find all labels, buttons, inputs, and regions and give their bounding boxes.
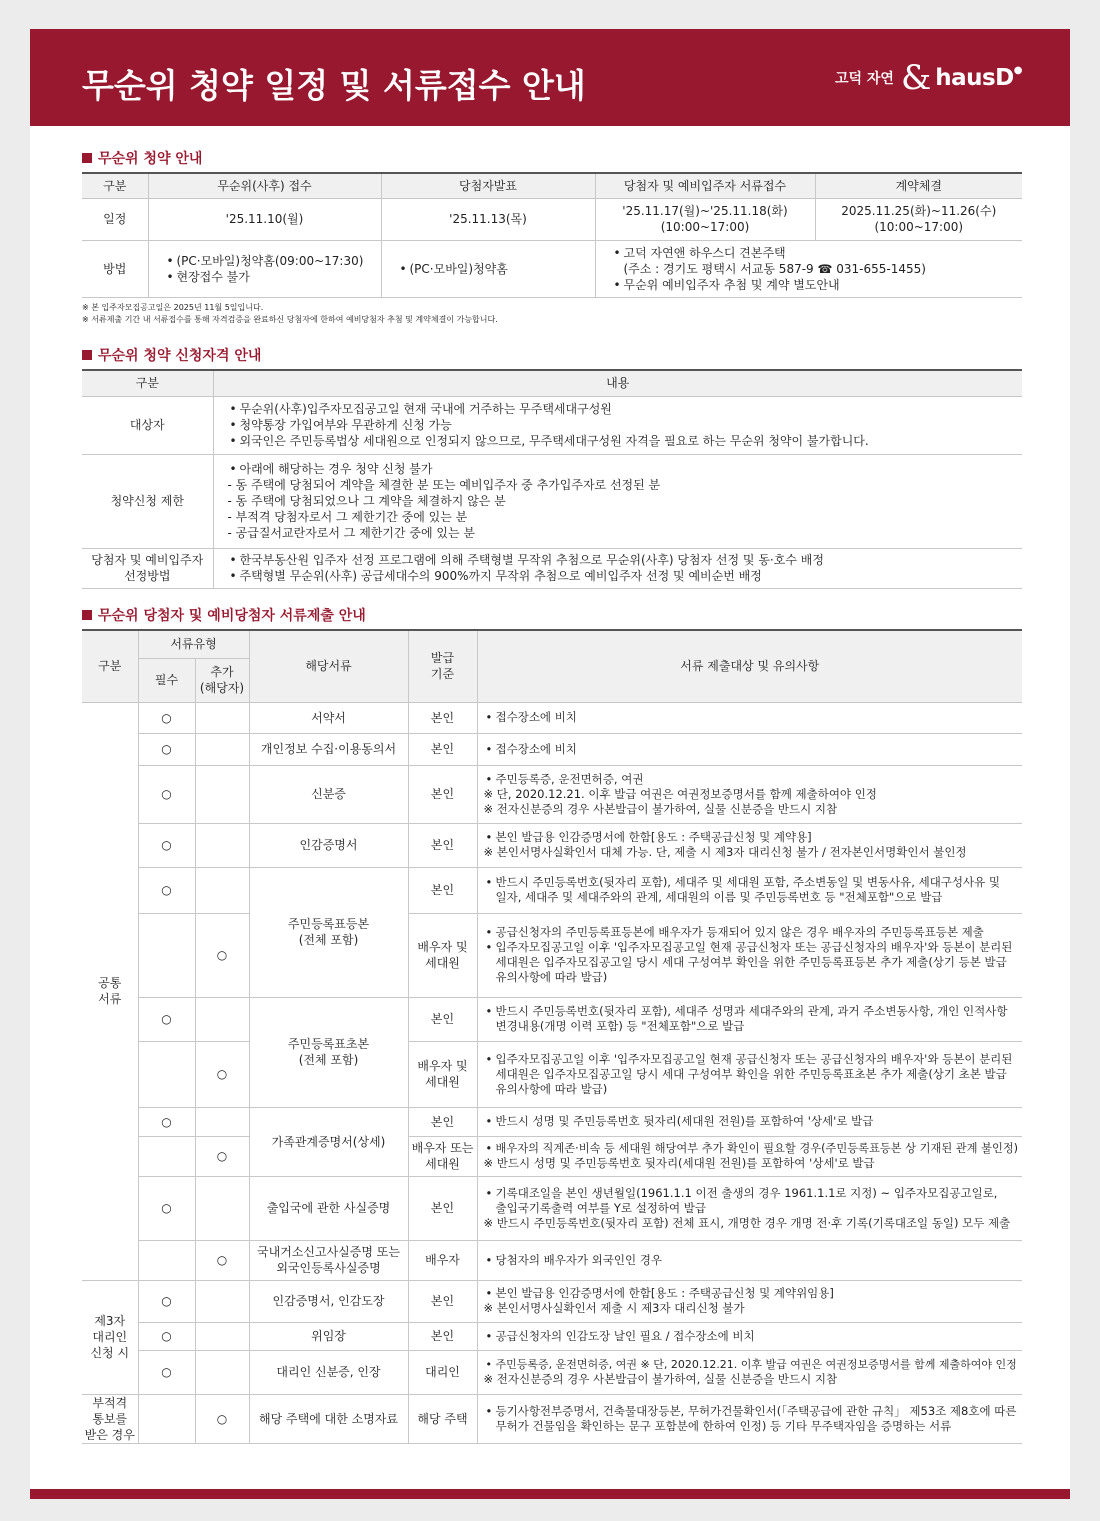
required-mark: ○ bbox=[138, 1350, 195, 1394]
table-row bbox=[82, 997, 1022, 1041]
bullet-item: • 청약통장 가입여부와 무관하게 신청 가능 bbox=[228, 417, 1019, 433]
group-label-text: 신청 시 bbox=[90, 1346, 130, 1360]
section-eligibility bbox=[82, 345, 1022, 589]
required-mark bbox=[138, 1240, 195, 1280]
extra-mark: ○ bbox=[195, 913, 249, 997]
bullet-item: • 주민등록증, 운전면허증, 여권 bbox=[484, 772, 1019, 787]
table-row bbox=[82, 1240, 1022, 1280]
header-cell: 서류유형 bbox=[138, 630, 249, 658]
bullet-item: • 당첨자의 배우자가 외국인인 경우 bbox=[484, 1253, 1019, 1268]
issue-basis-text: 본인 bbox=[430, 710, 455, 725]
table-row bbox=[82, 240, 1022, 297]
bullet-item: • 반드시 주민등록번호(뒷자리 포함), 세대주 성명과 세대주와의 관계, 과거 주소변동사항, 개인 인적사항 bbox=[484, 1004, 1019, 1019]
section-title bbox=[82, 148, 1022, 168]
table-row bbox=[82, 548, 1022, 588]
table-row bbox=[82, 1280, 1022, 1322]
dash-item: - 동 주택에 당첨되었으나 그 계약을 체결하지 않은 분 bbox=[227, 494, 506, 508]
bullet-item: • 접수장소에 비치 bbox=[484, 742, 1019, 757]
document-details bbox=[477, 765, 1022, 823]
note-line: ※ 본인서명사실확인서 대체 가능. 단, 제출 시 제3자 대리신청 불가 / 전자본인서명확인서 불인정 bbox=[483, 845, 967, 859]
document-details bbox=[477, 1240, 1022, 1280]
extra-mark: ○ bbox=[195, 1136, 249, 1176]
document-name-text: 주민등록표등본 bbox=[287, 917, 370, 931]
bullet-item: • 아래에 해당하는 경우 청약 신청 불가 bbox=[228, 461, 1019, 477]
table-row bbox=[82, 198, 1022, 240]
issue-basis-text: 본인 bbox=[430, 1114, 455, 1129]
contract-date bbox=[815, 198, 1022, 240]
docs-method bbox=[595, 240, 1022, 297]
page-title: 무순위 청약 일정 및 서류접수 안내 bbox=[82, 66, 586, 105]
brand-dot-icon: ● bbox=[1013, 65, 1022, 76]
table-row bbox=[82, 454, 1022, 548]
header-text: 기준 bbox=[430, 667, 455, 682]
bullet-item: • 입주자모집공고일 이후 '입주자모집공고일 현재 공급신청자 또는 공급신청자의 배우자'와 등본이 분리된 bbox=[484, 1052, 1019, 1067]
table-row bbox=[82, 1107, 1022, 1136]
bullet-item: • 등기사항전부증명서, 건축물대장등본, 무허가건물확인서(「주택공급에 관한 규칙」 제53조 제8호에 따른 bbox=[484, 1404, 1019, 1419]
header-cell: 구분 bbox=[82, 630, 138, 702]
note-line: 유의사항에 따라 발급) bbox=[495, 970, 608, 984]
issue-basis bbox=[408, 867, 477, 913]
extra-mark bbox=[195, 765, 249, 823]
document-details bbox=[477, 1280, 1022, 1322]
document-name bbox=[249, 1322, 408, 1350]
table-row bbox=[82, 867, 1022, 913]
required-mark: ○ bbox=[138, 1176, 195, 1240]
note-line: ※ 반드시 주민등록번호(뒷자리 포함) 전체 표시, 개명한 경우 개명 전·후 기록(기록대조일 동일) 모두 제출 bbox=[483, 1215, 1011, 1230]
issue-basis-text: 본인 bbox=[430, 838, 455, 852]
issue-basis bbox=[408, 1107, 477, 1136]
section-title bbox=[82, 605, 1022, 625]
group-label-text: 서류 bbox=[98, 992, 122, 1006]
eligibility-table bbox=[82, 369, 1022, 589]
note-line: ※ 반드시 성명 및 주민등록번호 뒷자리(세대원 전원)를 포함하여 '상세'로 발급 bbox=[483, 1156, 875, 1170]
brand-name bbox=[935, 65, 1022, 91]
issue-basis-text: 본인 bbox=[430, 1201, 455, 1215]
issue-basis bbox=[408, 1240, 477, 1280]
header-text: (해당자) bbox=[199, 681, 245, 695]
bullet-item: • 외국인은 주민등록법상 세대원으로 인정되지 않으므로, 무주택세대구성원 자격을 필요로 하는 무순위 청약이 불가합니다. bbox=[228, 433, 1019, 449]
table-row bbox=[82, 733, 1022, 765]
header-cell bbox=[195, 658, 249, 702]
bullet-item: • 본인 발급용 인감증명서에 한함[용도 : 주택공급신청 및 계약용] bbox=[484, 830, 1019, 845]
header-text: 발급 bbox=[430, 651, 455, 666]
document-details bbox=[477, 1350, 1022, 1394]
bullet-item: • 배우자의 직계존·비속 등 세대원 해당여부 추가 확인이 필요할 경우(주민등록표등본 상 기재된 관계 불인정) bbox=[484, 1141, 1019, 1156]
document-name bbox=[249, 1394, 408, 1443]
extra-mark: ○ bbox=[195, 1394, 249, 1443]
document-name-text: 해당 주택에 대한 소명자료 bbox=[259, 1411, 398, 1426]
row-label bbox=[82, 548, 213, 588]
issue-basis-text: 본인 bbox=[430, 1329, 455, 1343]
required-mark: ○ bbox=[138, 823, 195, 867]
contract-date-line: 2025.11.25(화)~11.26(수) bbox=[841, 204, 997, 218]
bullet-item: • 반드시 주민등록번호(뒷자리 포함), 세대주 및 세대원 포함, 주소변동일 및 변동사유, 세대구성사유 및 bbox=[484, 875, 1019, 890]
extra-mark bbox=[195, 1322, 249, 1350]
document-name bbox=[249, 702, 408, 733]
table-row bbox=[82, 1394, 1022, 1443]
bullet-item: • (PC·모바일)청약홈(09:00~17:30) bbox=[165, 253, 377, 269]
issue-basis bbox=[408, 913, 477, 997]
issue-basis-text: 배우자 또는 bbox=[411, 1141, 474, 1155]
extra-mark: ○ bbox=[195, 1041, 249, 1107]
header-cell: 해당서류 bbox=[249, 630, 408, 702]
issue-basis-text: 배우자 및 bbox=[417, 940, 468, 954]
table-row bbox=[82, 765, 1022, 823]
document-details bbox=[477, 867, 1022, 913]
announce-date: '25.11.13(목) bbox=[381, 198, 595, 240]
issue-basis-text: 본인 bbox=[430, 787, 455, 801]
issue-basis-text: 세대원 bbox=[425, 1075, 460, 1089]
section-documents bbox=[82, 605, 1022, 1444]
dash-item: - 동 주택에 당첨되어 계약을 체결한 분 또는 예비입주자 중 추가입주자로 선정된 분 bbox=[227, 478, 661, 492]
document-name-text: 개인정보 수집·이용동의서 bbox=[260, 742, 397, 756]
extra-mark bbox=[195, 823, 249, 867]
bullet-item: • 기록대조일을 본인 생년월일(1961.1.1 이전 출생의 경우 1961.1.1로 지정) ~ 입주자모집공고일로, bbox=[484, 1186, 1019, 1201]
row-label-text: 선정방법 bbox=[124, 569, 171, 583]
apply-date: '25.11.10(월) bbox=[148, 198, 381, 240]
issue-basis bbox=[408, 1280, 477, 1322]
group-label-text: 통보를 bbox=[92, 1411, 128, 1426]
bullet-item: • (PC·모바일)청약홈 bbox=[398, 261, 591, 277]
footnote: ※ 서류제출 기간 내 서류접수를 통해 자격검증을 완료하신 당첨자에 한하여 예비당첨자 추첨 및 계약체결이 가능합니다. bbox=[82, 314, 498, 324]
table-row bbox=[82, 1136, 1022, 1176]
group-label-text: 공통 bbox=[98, 976, 122, 990]
group-label-text: 제3자 bbox=[94, 1314, 126, 1328]
square-bullet-icon bbox=[82, 350, 92, 360]
extra-mark bbox=[195, 1280, 249, 1322]
docs-date-line: '25.11.17(월)~'25.11.18(화) bbox=[622, 204, 788, 218]
brand-logo bbox=[834, 58, 1022, 98]
row-label bbox=[82, 454, 213, 548]
documents-table bbox=[82, 629, 1022, 1444]
document-name bbox=[249, 823, 408, 867]
document-name-text: 대리인 신분증, 인장 bbox=[276, 1365, 381, 1379]
document-details bbox=[477, 702, 1022, 733]
document-name-text: 가족관계증명서(상세) bbox=[271, 1134, 386, 1149]
document-details bbox=[477, 733, 1022, 765]
section-title-text: 무순위 청약 신청자격 안내 bbox=[98, 348, 262, 364]
document-details bbox=[477, 1136, 1022, 1176]
note-line: 일자, 세대주 및 세대주와의 관계, 세대원의 이름 및 주민등록번호 등 "전체포함"으로 발급 bbox=[495, 890, 943, 904]
document-name-text: 국내거소신고사실증명 또는 bbox=[257, 1245, 400, 1259]
document-details bbox=[477, 823, 1022, 867]
header-cell: 당첨자 및 예비입주자 서류접수 bbox=[595, 173, 815, 198]
extra-mark bbox=[195, 702, 249, 733]
dash-item: - 부적격 당첨자로서 그 제한기간 중에 있는 분 bbox=[227, 510, 468, 524]
table-row bbox=[82, 1176, 1022, 1240]
table-row bbox=[82, 1322, 1022, 1350]
group-label-text: 대리인 bbox=[92, 1330, 128, 1344]
document-name bbox=[249, 867, 408, 997]
required-mark: ○ bbox=[138, 1280, 195, 1322]
document-name-text: 위임장 bbox=[311, 1329, 346, 1343]
note-line: 출입국기록출력 여부를 Y로 설정하여 발급 bbox=[495, 1200, 706, 1215]
bullet-item: • 주민등록증, 운전면허증, 여권 ※ 단, 2020.12.21. 이후 발급 여권은 여권정보증명서를 함께 제출하여야 인정 bbox=[484, 1357, 1019, 1372]
document-details bbox=[477, 997, 1022, 1041]
docs-time-line: (10:00~17:00) bbox=[660, 220, 750, 234]
address-line: (주소 : 경기도 평택시 서교동 587-9 ☎ 031-655-1455) bbox=[623, 261, 926, 276]
required-mark: ○ bbox=[138, 997, 195, 1041]
header-cell: 구분 bbox=[82, 370, 213, 396]
table-row bbox=[82, 396, 1022, 454]
issue-basis-text: 배우자 및 bbox=[417, 1059, 468, 1073]
document-name bbox=[249, 1350, 408, 1394]
bullet-item: • 현장접수 불가 bbox=[165, 269, 377, 285]
document-name bbox=[249, 765, 408, 823]
issue-basis-text: 본인 bbox=[430, 1012, 455, 1026]
note-line: ※ 전자신분증의 경우 사본발급이 불가하여, 실물 신분증을 반드시 지참 bbox=[483, 1372, 838, 1386]
section-title-text: 무순위 당첨자 및 예비당첨자 서류제출 안내 bbox=[98, 608, 366, 624]
table-header-row bbox=[82, 630, 1022, 658]
required-mark: ○ bbox=[138, 1107, 195, 1136]
document-name bbox=[249, 1176, 408, 1240]
row-label: 일정 bbox=[82, 198, 148, 240]
footnote: ※ 본 입주자모집공고일은 2025년 11월 5일입니다. bbox=[82, 302, 264, 312]
issue-basis bbox=[408, 1041, 477, 1107]
table-row bbox=[82, 702, 1022, 733]
brand-ampersand: & bbox=[900, 58, 932, 98]
issue-basis bbox=[408, 733, 477, 765]
required-mark: ○ bbox=[138, 867, 195, 913]
square-bullet-icon bbox=[82, 610, 92, 620]
note-line: 세대원은 입주자모집공고일 당시 세대 구성여부 확인을 위한 주민등록표초본 추가 제출(상기 초본 발급 bbox=[495, 1066, 1007, 1081]
notice-sheet bbox=[30, 29, 1070, 1499]
header-cell: 필수 bbox=[138, 658, 195, 702]
schedule-table bbox=[82, 172, 1022, 298]
header-cell: 내용 bbox=[213, 370, 1022, 396]
section-schedule bbox=[82, 148, 1022, 326]
table-row bbox=[82, 823, 1022, 867]
row-content bbox=[213, 396, 1022, 454]
extra-mark bbox=[195, 1350, 249, 1394]
issue-basis-text: 세대원 bbox=[425, 956, 460, 970]
issue-basis bbox=[408, 765, 477, 823]
bullet-item: • 반드시 성명 및 주민등록번호 뒷자리(세대원 전원)를 포함하여 '상세'로 발급 bbox=[484, 1114, 1019, 1129]
extra-mark bbox=[195, 997, 249, 1041]
required-mark bbox=[138, 1041, 195, 1107]
table-header-row bbox=[82, 370, 1022, 396]
document-name-text: 신분증 bbox=[311, 787, 346, 801]
document-details bbox=[477, 1394, 1022, 1443]
document-name-text: (전체 포함) bbox=[298, 1053, 359, 1067]
document-name bbox=[249, 1280, 408, 1322]
dash-item: - 공급질서교란자로서 그 제한기간 중에 있는 분 bbox=[227, 526, 475, 540]
bullet-item: • 본인 발급용 인감증명서에 한함[용도 : 주택공급신청 및 계약위임용] bbox=[484, 1286, 1019, 1301]
header-banner bbox=[30, 29, 1070, 126]
row-label-text: 대상자 bbox=[129, 418, 165, 432]
header-cell: 당첨자발표 bbox=[381, 173, 595, 198]
issue-basis bbox=[408, 1322, 477, 1350]
row-label: 방법 bbox=[82, 240, 148, 297]
document-name-text: 인감증명서 bbox=[299, 838, 358, 852]
header-cell: 서류 제출대상 및 유의사항 bbox=[477, 630, 1022, 702]
issue-basis bbox=[408, 1394, 477, 1443]
required-mark: ○ bbox=[138, 702, 195, 733]
row-label bbox=[82, 396, 213, 454]
bullet-item: • 무순위(사후)입주자모집공고일 현재 국내에 거주하는 무주택세대구성원 bbox=[228, 401, 1019, 417]
group-label bbox=[82, 702, 138, 1280]
group-label-text: 부적격 bbox=[92, 1395, 128, 1410]
document-name bbox=[249, 733, 408, 765]
contract-time-line: (10:00~17:00) bbox=[874, 220, 964, 234]
square-bullet-icon bbox=[82, 153, 92, 163]
required-mark: ○ bbox=[138, 765, 195, 823]
required-mark bbox=[138, 913, 195, 997]
document-details bbox=[477, 1176, 1022, 1240]
section-title bbox=[82, 345, 1022, 365]
document-name bbox=[249, 1107, 408, 1176]
note-line: ※ 단, 2020.12.21. 이후 발급 여권은 여권정보증명서를 함께 제출하여야 인정 bbox=[483, 786, 877, 801]
issue-basis bbox=[408, 1176, 477, 1240]
note-line: 무허가 건물임을 확인하는 문구 포함분에 한하여 인정) 등 기타 무주택자임을 증명하는 서류 bbox=[495, 1418, 952, 1433]
group-label bbox=[82, 1394, 138, 1443]
docs-date bbox=[595, 198, 815, 240]
header-cell bbox=[408, 630, 477, 702]
issue-basis-text: 본인 bbox=[430, 742, 455, 756]
row-content bbox=[213, 454, 1022, 548]
header-cell: 구분 bbox=[82, 173, 148, 198]
brand-prefix: 고덕 자연 bbox=[834, 71, 894, 87]
required-mark bbox=[138, 1136, 195, 1176]
announce-method bbox=[381, 240, 595, 297]
header-cell: 무순위(사후) 접수 bbox=[148, 173, 381, 198]
document-name-text: 출입국에 관한 사실증명 bbox=[266, 1201, 391, 1215]
issue-basis-text: 대리인 bbox=[425, 1365, 460, 1379]
issue-basis-text: 세대원 bbox=[425, 1157, 460, 1171]
header-text: 추가 bbox=[210, 665, 234, 679]
note-line: 변경내용(개명 이력 포함) 등 "전체포함"으로 발급 bbox=[495, 1019, 745, 1033]
table-row bbox=[82, 1350, 1022, 1394]
row-content bbox=[213, 548, 1022, 588]
group-label bbox=[82, 1280, 138, 1394]
row-label-text: 청약신청 제한 bbox=[110, 494, 184, 508]
document-name bbox=[249, 997, 408, 1107]
document-name-text: 주민등록표초본 bbox=[287, 1037, 370, 1051]
apply-method bbox=[148, 240, 381, 297]
issue-basis bbox=[408, 702, 477, 733]
extra-mark bbox=[195, 733, 249, 765]
issue-basis bbox=[408, 823, 477, 867]
table-row bbox=[82, 1041, 1022, 1107]
bullet-item: • 무순위 예비입주자 추첨 및 계약 별도안내 bbox=[612, 277, 1019, 293]
document-name bbox=[249, 1240, 408, 1280]
issue-basis-text: 해당 주택 bbox=[417, 1411, 468, 1426]
section-title-text: 무순위 청약 안내 bbox=[98, 151, 203, 167]
extra-mark bbox=[195, 1176, 249, 1240]
header-cell: 계약체결 bbox=[815, 173, 1022, 198]
bullet-item: • 공급신청자의 인감도장 날인 필요 / 접수장소에 비치 bbox=[484, 1329, 1019, 1344]
document-name-text: 인감증명서, 인감도장 bbox=[272, 1294, 385, 1308]
note-line: 유의사항에 따라 발급) bbox=[495, 1081, 608, 1096]
table-row bbox=[82, 913, 1022, 997]
document-name-text: 외국인등록사실증명 bbox=[276, 1261, 381, 1275]
bullet-item: • 한국부동산원 입주자 선정 프로그램에 의해 주택형별 무작위 추첨으로 무순위(사후) 당첨자 선정 및 동·호수 배정 bbox=[228, 552, 1019, 568]
document-details bbox=[477, 1041, 1022, 1107]
bullet-item: • 접수장소에 비치 bbox=[484, 710, 1019, 725]
document-name-text: 서약서 bbox=[311, 710, 346, 725]
extra-mark bbox=[195, 867, 249, 913]
issue-basis-text: 본인 bbox=[430, 1294, 455, 1308]
required-mark: ○ bbox=[138, 1322, 195, 1350]
document-details bbox=[477, 1322, 1022, 1350]
required-mark bbox=[138, 1394, 195, 1443]
issue-basis-text: 본인 bbox=[430, 883, 455, 897]
issue-basis bbox=[408, 1136, 477, 1176]
extra-mark: ○ bbox=[195, 1240, 249, 1280]
note-line: ※ 본인서명사실확인서 제출 시 제3자 대리신청 불가 bbox=[483, 1301, 745, 1315]
issue-basis bbox=[408, 1350, 477, 1394]
group-label-text: 받은 경우 bbox=[84, 1427, 135, 1442]
issue-basis-text: 배우자 bbox=[425, 1253, 460, 1267]
document-details bbox=[477, 913, 1022, 997]
document-name-text: (전체 포함) bbox=[298, 933, 359, 947]
note-line: 세대원은 입주자모집공고일 당시 세대 구성여부 확인을 위한 주민등록표등본 추가 제출(상기 등본 발급 bbox=[495, 955, 1007, 969]
note-line: ※ 전자신분증의 경우 사본발급이 불가하여, 실물 신분증을 반드시 지참 bbox=[483, 801, 838, 816]
bullet-item: • 입주자모집공고일 이후 '입주자모집공고일 현재 공급신청자 또는 공급신청자의 배우자'와 등본이 분리된 bbox=[484, 940, 1019, 955]
brand-name-text: hausD bbox=[935, 65, 1014, 91]
bullet-item: • 주택형별 무순위(사후) 공급세대수의 900%까지 무작위 추첨으로 예비입주자 선정 및 예비순번 배정 bbox=[228, 568, 1019, 584]
issue-basis bbox=[408, 997, 477, 1041]
table-header-row bbox=[82, 173, 1022, 198]
row-label-text: 당첨자 및 예비입주자 bbox=[91, 553, 204, 567]
extra-mark bbox=[195, 1107, 249, 1136]
footer-bar bbox=[30, 1489, 1070, 1499]
required-mark: ○ bbox=[138, 733, 195, 765]
bullet-item: • 공급신청자의 주민등록표등본에 배우자가 등재되어 있지 않은 경우 배우자의 주민등록표등본 제출 bbox=[484, 925, 1019, 940]
document-details bbox=[477, 1107, 1022, 1136]
bullet-item: • 고덕 자연앤 하우스디 견본주택 bbox=[612, 245, 1019, 261]
